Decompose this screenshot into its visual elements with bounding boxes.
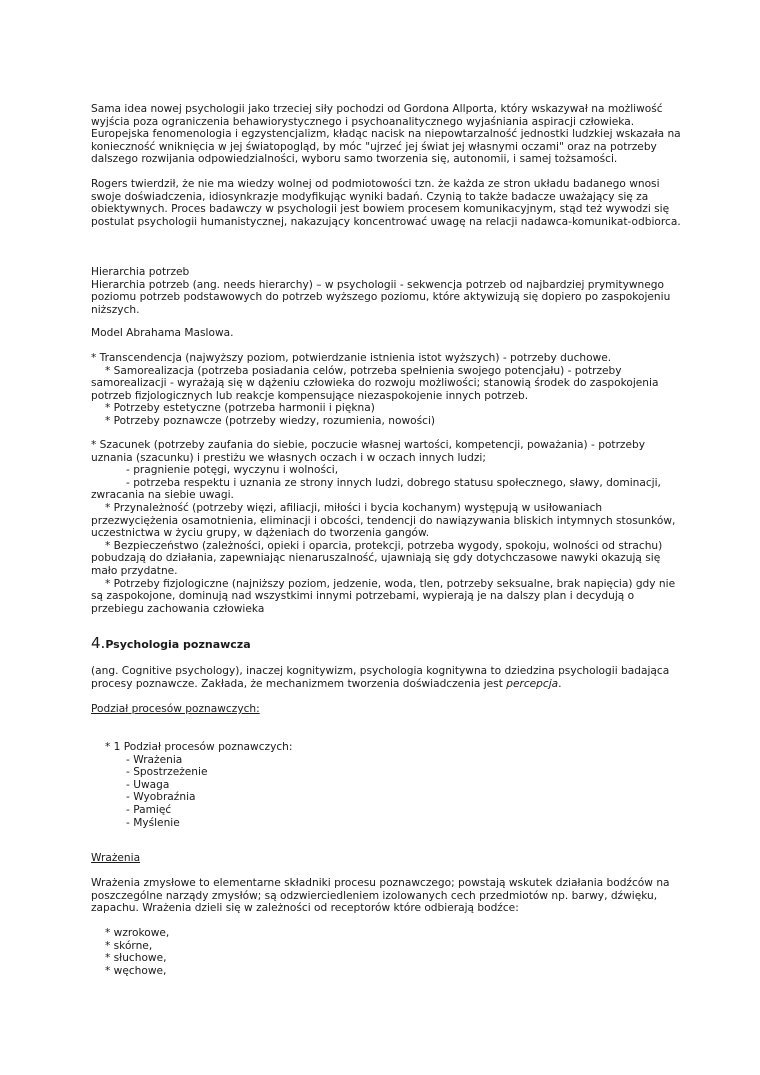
receptor-list bbox=[91, 927, 681, 977]
text-span: procesy poznawcze. Zakłada, że mechanizmem tworzenia doświadczenia jest bbox=[91, 677, 507, 690]
wrazenia-heading bbox=[91, 852, 681, 865]
hierarchy-heading: Hierarchia potrzeb bbox=[91, 266, 190, 278]
list-item: * słuchowe, bbox=[105, 952, 167, 965]
list-line: * Potrzeby fizjologiczne (najniższy poziom, jedzenie, woda, tlen, potrzeby seksualne, brak napięcia) gdy nie bbox=[105, 577, 676, 590]
list-line: uczestnictwa w życiu grupy, w dążeniach do tworzenia gangów. bbox=[91, 527, 430, 540]
list-line: przebiegu zachowania człowieka bbox=[91, 602, 265, 615]
text-line: swoje doświadczenia, idiosynkrazje modyfikując wyniki badań. Czynią to także badacze uważający się za bbox=[91, 190, 649, 203]
text-line: wyjścia poza ograniczenia behawiorystycznego i psychoanalitycznego wyjaśniania aspiracji człowieka. bbox=[91, 115, 635, 128]
text-line: (ang. Cognitive psychology), inaczej kognitywizm, psychologia kognitywna to dziedzina psychologii badająca bbox=[91, 665, 670, 677]
list-item: - Wyobraźnia bbox=[126, 791, 196, 804]
text-line: Wrażenia zmysłowe to elementarne składniki procesu poznawczego; powstają wskutek działania bodźców na bbox=[91, 877, 670, 889]
list-line: pobudzają do działania, zapewniając nienaruszalność, ujawniają się gdy dotychczasowe nawyki okazują się bbox=[91, 552, 661, 565]
maslow-lower-levels bbox=[91, 439, 681, 615]
wrazenia-paragraph bbox=[91, 877, 681, 915]
text-line: dalszego rozwijania odpowiedzialności, wyboru samo tworzenia się, autonomii, i samej tożsamości. bbox=[91, 153, 618, 166]
text-line: poziomu potrzeb podstawowych do potrzeb wyższego poziomu, które aktywizują się dopiero po zaspokojeniu bbox=[91, 291, 671, 304]
text-line: Europejska fenomenologia i egzystencjalizm, kładąc nacisk na niepowtarzalność jednostki ludzkiej wskazała na bbox=[91, 128, 681, 141]
text-line: niższych. bbox=[91, 303, 140, 316]
text-line bbox=[91, 678, 681, 691]
list-line: przezwyciężenia osamotnienia, eliminacji i obcości, tendencji do nawiązywania bliskich intymnych stosunków, bbox=[91, 514, 676, 527]
list-line: * Samorealizacja (potrzeba posiadania celów, potrzeba spełnienia swojego potencjału) - potrzeby bbox=[105, 364, 622, 377]
processes-subheading bbox=[91, 703, 681, 716]
list-line: * Potrzeby poznawcze (potrzeby wiedzy, rozumienia, nowości) bbox=[105, 414, 436, 427]
list-line: - pragnienie potęgi, wyczynu i wolności, bbox=[126, 464, 339, 477]
list-item: * wzrokowe, bbox=[105, 927, 170, 939]
text-line: poszczególne narządy zmysłów; są odzwierciedleniem izolowanych cech przedmiotów np. barwy, dźwięku, bbox=[91, 889, 658, 902]
section-number: 4. bbox=[91, 634, 106, 652]
underlined-heading: Podział procesów poznawczych: bbox=[91, 703, 260, 715]
list-line: są zaspokojone, dominują nad wszystkimi innymi potrzebami, wypierają je na dalszy plan i decydują o bbox=[91, 590, 635, 603]
list-line: * Przynależność (potrzeby więzi, afiliacji, miłości i bycia kochanym) występują w usiłowaniach bbox=[105, 501, 603, 514]
list-item: * węchowe, bbox=[105, 964, 167, 977]
list-item: * skórne, bbox=[105, 939, 153, 952]
list-item: - Wrażenia bbox=[126, 753, 183, 766]
text-line: Hierarchia potrzeb (ang. needs hierarchy) – w psychologii - sekwencja potrzeb od najbardziej prymitywnego bbox=[91, 278, 664, 291]
list-line: * Potrzeby estetyczne (potrzeba harmonii i piękna) bbox=[105, 402, 375, 415]
list-line: zwracania na siebie uwagi. bbox=[91, 489, 234, 502]
section-title: Psychologia poznawcza bbox=[105, 638, 251, 651]
list-line: - potrzeba respektu i uznania ze strony innych ludzi, dobrego statusu społecznego, sławy, dominacji, bbox=[126, 476, 661, 489]
list-item: - Myślenie bbox=[126, 816, 180, 829]
text-line: postulat psychologii humanistycznej, nakazujący koncentrować uwagę na relacji nadawca-komunikat-odbiorca. bbox=[91, 215, 681, 228]
list-line: * Transcendencja (najwyższy poziom, potwierdzanie istnienia istot wyższych) - potrzeby duchowe. bbox=[91, 352, 612, 364]
text-line: konieczność wniknięcia w jej światopogląd, by móc "ujrzeć jej świat jej własnymi oczami" oraz na potrzeby bbox=[91, 140, 657, 153]
text-line: zapachu. Wrażenia dzieli się w zależności od receptorów które odbierają bodźce: bbox=[91, 902, 519, 915]
list-line: * Szacunek (potrzeby zaufania do siebie, poczucie własnej wartości, kompetencji, poważania) - potrzeby bbox=[91, 439, 646, 451]
list-line: mało przydatne. bbox=[91, 564, 178, 577]
text-line: obiektywnych. Proces badawczy w psychologii jest bowiem procesem komunikacyjnym, stąd też wywodzi się bbox=[91, 203, 670, 216]
maslow-top-levels bbox=[91, 352, 681, 428]
list-title: * 1 Podział procesów poznawczych: bbox=[105, 741, 293, 753]
list-line: uznania (szacunku) i prestiżu we własnych oczach i w oczach innych ludzi; bbox=[91, 451, 486, 464]
section-4-heading bbox=[91, 634, 681, 652]
text-line: Rogers twierdził, że nie ma wiedzy wolnej od podmiotowości tzn. że każda ze stron układu badanego wnosi bbox=[91, 178, 660, 190]
intro-paragraph-2 bbox=[91, 178, 681, 228]
text-line: Sama idea nowej psychologii jako trzeciej siły pochodzi od Gordona Allporta, który wskazywał na możliwość bbox=[91, 103, 663, 115]
intro-paragraph-1 bbox=[91, 103, 681, 166]
hierarchy-definition bbox=[91, 266, 681, 316]
maslow-model-title bbox=[91, 327, 681, 340]
processes-list bbox=[91, 741, 681, 829]
italic-term: percepcja bbox=[506, 677, 559, 690]
list-line: samorealizacji - wyrażają się w dążeniu człowieka do rozwoju możliwości; stanowią środek do zaspokojenia bbox=[91, 377, 659, 390]
list-line: potrzeb fizjologicznych lub reakcje kompensujące niezaspokojenie innych potrzeb. bbox=[91, 389, 529, 402]
underlined-heading: Wrażenia bbox=[91, 852, 141, 864]
list-line: * Bezpieczeństwo (zależności, opieki i oparcia, protekcji, potrzeba wygody, spokoju, wolności od strachu) bbox=[105, 539, 663, 552]
text-span: . bbox=[558, 677, 562, 690]
list-item: - Spostrzeżenie bbox=[126, 766, 208, 779]
list-item: - Pamięć bbox=[126, 803, 172, 816]
list-item: - Uwaga bbox=[126, 778, 170, 791]
text-line: Model Abrahama Maslowa. bbox=[91, 327, 234, 339]
section-4-intro bbox=[91, 665, 681, 690]
